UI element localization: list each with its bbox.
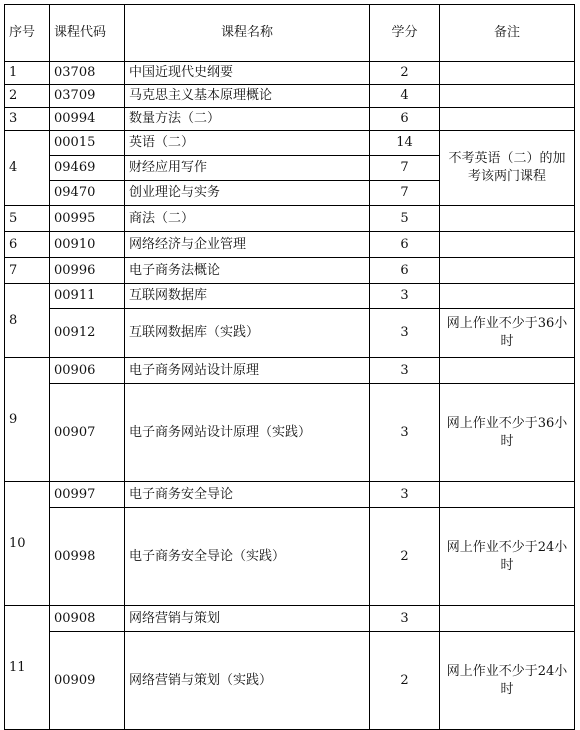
name-cell: 中国近现代史纲要	[125, 62, 370, 85]
table-row	[5, 232, 575, 258]
note-cell	[440, 108, 575, 131]
code-cell: 00015	[50, 131, 125, 156]
table-row	[5, 284, 575, 309]
credit-cell: 7	[370, 156, 440, 181]
name-cell: 网络营销与策划（实践）	[125, 632, 370, 730]
table-row	[5, 206, 575, 232]
credit-cell: 3	[370, 284, 440, 309]
name-cell: 创业理论与实务	[125, 181, 370, 206]
header-code: 课程代码	[50, 5, 125, 62]
name-cell: 互联网数据库（实践）	[125, 309, 370, 358]
credit-cell: 14	[370, 131, 440, 156]
table-row	[5, 108, 575, 131]
credit-cell: 3	[370, 309, 440, 358]
seq-cell: 1	[5, 62, 50, 85]
name-cell: 网络经济与企业管理	[125, 232, 370, 258]
note-cell: 网上作业不少于24小时	[440, 508, 575, 606]
credit-cell: 2	[370, 62, 440, 85]
code-cell: 00910	[50, 232, 125, 258]
table-row	[5, 309, 575, 358]
header-credit: 学分	[370, 5, 440, 62]
name-cell: 商法（二）	[125, 206, 370, 232]
note-cell	[440, 206, 575, 232]
name-cell: 英语（二）	[125, 131, 370, 156]
code-cell: 00995	[50, 206, 125, 232]
note-cell	[440, 284, 575, 309]
header-seq: 序号	[5, 5, 50, 62]
table-row	[5, 606, 575, 632]
credit-cell: 7	[370, 181, 440, 206]
code-cell: 00997	[50, 482, 125, 508]
code-cell: 00909	[50, 632, 125, 730]
course-table-wrapper	[4, 4, 575, 730]
name-cell: 马克思主义基本原理概论	[125, 85, 370, 108]
note-cell	[440, 606, 575, 632]
note-cell	[440, 258, 575, 284]
seq-cell: 8	[5, 284, 50, 358]
seq-cell: 5	[5, 206, 50, 232]
note-cell	[440, 482, 575, 508]
table-row	[5, 85, 575, 108]
note-cell	[440, 62, 575, 85]
table-row	[5, 131, 575, 156]
name-cell: 电子商务安全导论（实践）	[125, 508, 370, 606]
note-cell: 网上作业不少于24小时	[440, 632, 575, 730]
course-table	[4, 4, 575, 730]
header-note: 备注	[440, 5, 575, 62]
code-cell: 00906	[50, 358, 125, 384]
header-name: 课程名称	[125, 5, 370, 62]
code-cell: 00907	[50, 384, 125, 482]
credit-cell: 3	[370, 606, 440, 632]
code-cell: 00908	[50, 606, 125, 632]
name-cell: 网络营销与策划	[125, 606, 370, 632]
credit-cell: 3	[370, 384, 440, 482]
code-cell: 03708	[50, 62, 125, 85]
credit-cell: 3	[370, 358, 440, 384]
note-cell: 网上作业不少于36小时	[440, 384, 575, 482]
code-cell: 00996	[50, 258, 125, 284]
table-row	[5, 62, 575, 85]
seq-cell: 4	[5, 131, 50, 206]
note-cell	[440, 232, 575, 258]
credit-cell: 5	[370, 206, 440, 232]
credit-cell: 6	[370, 108, 440, 131]
name-cell: 互联网数据库	[125, 284, 370, 309]
name-cell: 电子商务法概论	[125, 258, 370, 284]
name-cell: 电子商务网站设计原理（实践）	[125, 384, 370, 482]
seq-cell: 9	[5, 358, 50, 482]
note-cell	[440, 85, 575, 108]
credit-cell: 2	[370, 632, 440, 730]
code-cell: 09469	[50, 156, 125, 181]
note-cell: 不考英语（二）的加考该两门课程	[440, 131, 575, 206]
seq-cell: 6	[5, 232, 50, 258]
table-row	[5, 258, 575, 284]
code-cell: 00994	[50, 108, 125, 131]
seq-cell: 7	[5, 258, 50, 284]
note-cell: 网上作业不少于36小时	[440, 309, 575, 358]
table-row	[5, 508, 575, 606]
seq-cell: 2	[5, 85, 50, 108]
code-cell: 09470	[50, 181, 125, 206]
credit-cell: 6	[370, 232, 440, 258]
credit-cell: 2	[370, 508, 440, 606]
name-cell: 电子商务安全导论	[125, 482, 370, 508]
seq-cell: 10	[5, 482, 50, 606]
name-cell: 财经应用写作	[125, 156, 370, 181]
name-cell: 电子商务网站设计原理	[125, 358, 370, 384]
code-cell: 00998	[50, 508, 125, 606]
seq-cell: 11	[5, 606, 50, 730]
header-row	[5, 5, 575, 62]
table-row	[5, 384, 575, 482]
table-row	[5, 358, 575, 384]
code-cell: 00912	[50, 309, 125, 358]
note-cell	[440, 358, 575, 384]
code-cell: 00911	[50, 284, 125, 309]
seq-cell: 3	[5, 108, 50, 131]
credit-cell: 6	[370, 258, 440, 284]
credit-cell: 3	[370, 482, 440, 508]
name-cell: 数量方法（二）	[125, 108, 370, 131]
credit-cell: 4	[370, 85, 440, 108]
code-cell: 03709	[50, 85, 125, 108]
table-row	[5, 482, 575, 508]
